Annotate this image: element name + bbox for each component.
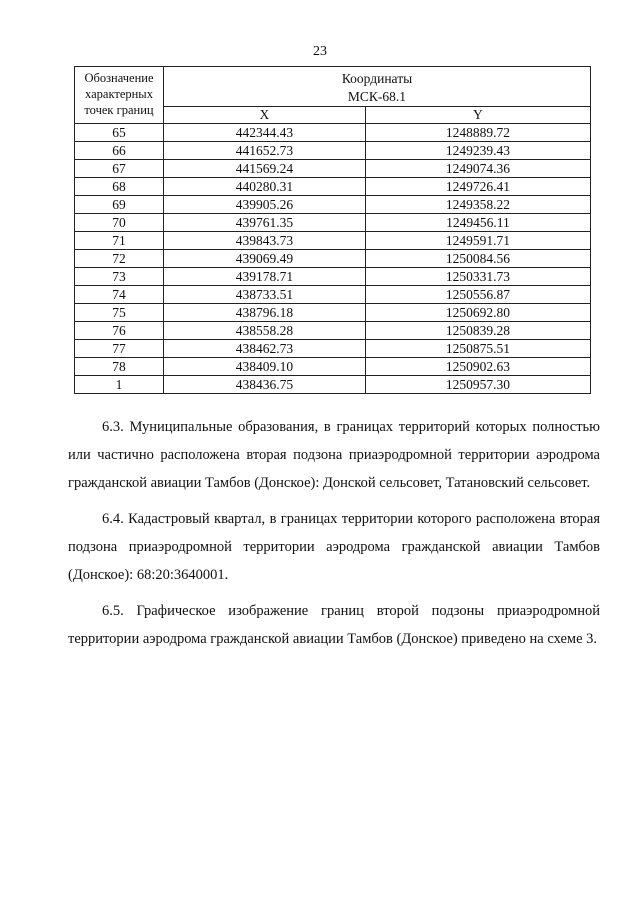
paragraph-6-4: 6.4. Кадастровый квартал, в границах территории которого расположена вторая подзона приаэродромной территории аэродрома гражданской авиации Тамбов (Донское): 68:20:3640001. — [68, 511, 600, 583]
y-coordinate-cell: 1249591.71 — [365, 232, 590, 250]
header-coordinates-title: Координаты — [341, 71, 413, 86]
point-cell: 72 — [75, 250, 164, 268]
y-coordinate-cell: 1250957.30 — [365, 376, 590, 394]
point-cell: 65 — [75, 124, 164, 142]
y-coordinate-cell: 1250556.87 — [365, 286, 590, 304]
table-row — [75, 340, 591, 358]
table-row — [75, 376, 591, 394]
table-row — [75, 250, 591, 268]
table-row — [75, 268, 591, 286]
point-cell: 76 — [75, 322, 164, 340]
point-cell: 68 — [75, 178, 164, 196]
y-coordinate-cell: 1250902.63 — [365, 358, 590, 376]
table-row — [75, 286, 591, 304]
coordinates-table — [74, 66, 591, 394]
table-row — [75, 232, 591, 250]
table-row — [75, 160, 591, 178]
y-coordinate-cell: 1250084.56 — [365, 250, 590, 268]
header-designation-line-2: характерных — [85, 87, 153, 101]
x-coordinate-cell: 439761.35 — [164, 214, 366, 232]
y-coordinate-cell: 1250839.28 — [365, 322, 590, 340]
x-coordinate-cell: 441652.73 — [164, 142, 366, 160]
x-coordinate-cell: 439069.49 — [164, 250, 366, 268]
table-row — [75, 124, 591, 142]
coordinates-table-body — [75, 124, 591, 394]
y-coordinate-cell: 1250875.51 — [365, 340, 590, 358]
x-coordinate-cell: 438462.73 — [164, 340, 366, 358]
point-cell: 1 — [75, 376, 164, 394]
header-designation-line-3: точек границ — [84, 103, 154, 117]
point-cell: 75 — [75, 304, 164, 322]
x-coordinate-cell: 439178.71 — [164, 268, 366, 286]
paragraph-6-3: 6.3. Муниципальные образования, в границах территорий которых полностью или частично расположена вторая подзона приаэродромной территории аэродрома гражданской авиации Тамбов (Донское): Донской сельсовет, Татановский сельсовет. — [68, 419, 600, 491]
header-coordinates — [164, 67, 591, 107]
point-cell: 74 — [75, 286, 164, 304]
point-cell: 69 — [75, 196, 164, 214]
document-body — [68, 413, 600, 653]
table-row — [75, 178, 591, 196]
point-cell: 73 — [75, 268, 164, 286]
point-cell: 71 — [75, 232, 164, 250]
point-cell: 78 — [75, 358, 164, 376]
y-coordinate-cell: 1250692.80 — [365, 304, 590, 322]
page-number: 23 — [313, 44, 327, 59]
point-cell: 77 — [75, 340, 164, 358]
table-row — [75, 214, 591, 232]
header-y: Y — [365, 107, 590, 124]
point-cell: 67 — [75, 160, 164, 178]
y-coordinate-cell: 1249358.22 — [365, 196, 590, 214]
point-cell: 66 — [75, 142, 164, 160]
x-coordinate-cell: 442344.43 — [164, 124, 366, 142]
x-coordinate-cell: 440280.31 — [164, 178, 366, 196]
paragraph-6-5: 6.5. Графическое изображение границ второй подзоны приаэродромной территории аэродрома гражданской авиации Тамбов (Донское) приведено на схеме 3. — [68, 603, 600, 647]
x-coordinate-cell: 438409.10 — [164, 358, 366, 376]
y-coordinate-cell: 1248889.72 — [365, 124, 590, 142]
y-coordinate-cell: 1249456.11 — [365, 214, 590, 232]
header-designation-line-1: Обозначение — [84, 71, 154, 85]
header-x: X — [164, 107, 366, 124]
table-row — [75, 142, 591, 160]
y-coordinate-cell: 1250331.73 — [365, 268, 590, 286]
y-coordinate-cell: 1249074.36 — [365, 160, 590, 178]
x-coordinate-cell: 438558.28 — [164, 322, 366, 340]
table-row — [75, 358, 591, 376]
table-header-row — [75, 67, 591, 107]
x-coordinate-cell: 439905.26 — [164, 196, 366, 214]
table-row — [75, 304, 591, 322]
y-coordinate-cell: 1249239.43 — [365, 142, 590, 160]
y-coordinate-cell: 1249726.41 — [365, 178, 590, 196]
x-coordinate-cell: 439843.73 — [164, 232, 366, 250]
table-row — [75, 196, 591, 214]
x-coordinate-cell: 441569.24 — [164, 160, 366, 178]
point-cell: 70 — [75, 214, 164, 232]
x-coordinate-cell: 438796.18 — [164, 304, 366, 322]
x-coordinate-cell: 438733.51 — [164, 286, 366, 304]
table-row — [75, 322, 591, 340]
x-coordinate-cell: 438436.75 — [164, 376, 366, 394]
header-coordinate-system: МСК-68.1 — [347, 89, 407, 104]
header-point-designation — [75, 67, 164, 124]
